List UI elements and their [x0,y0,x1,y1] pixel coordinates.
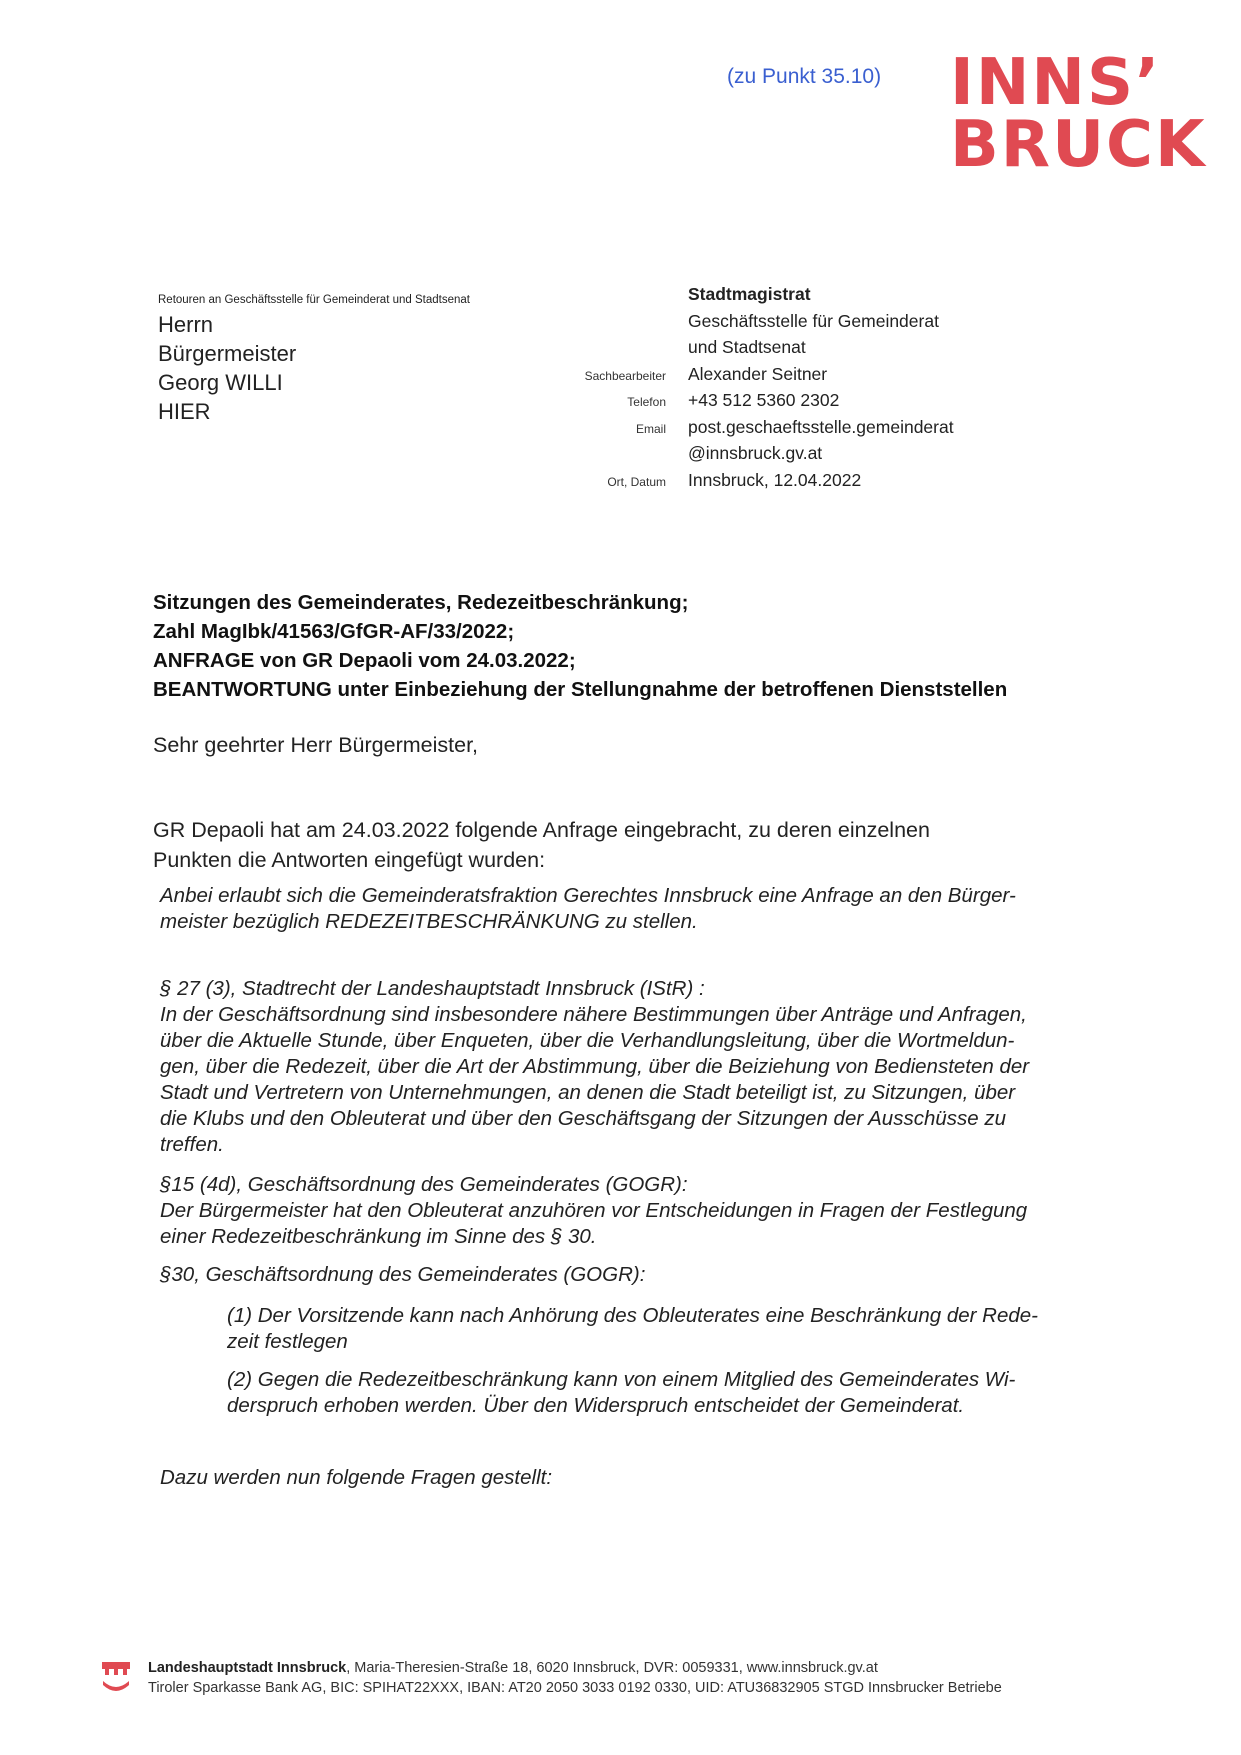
query-line: die Klubs und den Obleuterat und über den Geschäftsgang der Sitzungen der Ausschüsse zu [160,1107,1006,1130]
query-line: §30, Geschäftsordnung des Gemeinderates (GOGR): [160,1263,646,1286]
recipient-salutation: Herrn [158,312,214,337]
query-line: Dazu werden nun folgende Fragen gestellt: [160,1466,553,1489]
logo-line-1: INNS’ [950,46,1162,120]
clerk-name: Alexander Seitner [688,363,828,384]
email-label: Email [635,421,666,436]
phone-number: +43 512 5360 2302 [688,390,840,410]
sender-dept-2: und Stadtsenat [688,337,806,357]
footer [100,1658,1200,1698]
intro-line-1: GR Depaoli hat am 24.03.2022 folgende Anfrage eingebracht, zu deren einzelnen [153,818,930,842]
recipient-title: Bürgermeister [158,341,297,366]
sender-block [520,284,1040,496]
query-paragraph-2 [160,976,1130,1158]
query-paragraph-4 [160,1262,1130,1288]
intro-line-2: Punkten die Antworten eingefügt wurden: [153,848,546,872]
query-line: derspruch erhoben werden. Über den Widerspruch entscheidet der Gemeinderat. [227,1394,965,1417]
query-line: über die Aktuelle Stunde, über Enqueten, über die Verhandlungsleitung, über die Wortmeldun- [160,1029,1015,1052]
recipient-name: Georg WILLI [158,370,283,395]
query-line: gen, über die Redezeit, über die Art der Abstimmung, über die Beiziehung von Bediensteten der [160,1055,1030,1078]
footer-address: , Maria-Theresien-Straße 18, 6020 Innsbruck, DVR: 0059331, www.innsbruck.gv.at [346,1660,878,1676]
subject-line-1: Sitzungen des Gemeinderates, Redezeitbeschränkung; [153,591,689,614]
recipient-block [158,310,296,426]
query-paragraph-7 [160,1465,1130,1491]
query-line: §15 (4d), Geschäftsordnung des Gemeinderates (GOGR): [160,1173,688,1196]
query-line: (2) Gegen die Redezeitbeschränkung kann von einem Mitglied des Gemeinderates Wi- [227,1368,1016,1391]
query-paragraph-5 [227,1303,1137,1355]
place-date: Innsbruck, 12.04.2022 [688,469,862,490]
query-line: Stadt und Vertretern von Unternehmungen, an denen die Stadt beteiligt ist, zu Sitzungen, über [160,1081,1016,1104]
phone-label: Telefon [627,395,666,409]
greeting: Sehr geehrter Herr Bürgermeister, [153,733,479,757]
innsbruck-logo [950,46,1207,182]
sender-org: Stadtmagistrat [688,284,811,304]
subject-line-3: ANFRAGE von GR Depaoli vom 24.03.2022; [153,649,576,672]
query-line: (1) Der Vorsitzende kann nach Anhörung des Obleuterates eine Beschränkung der Rede- [227,1304,1038,1327]
email-line-1: post.geschaeftsstelle.gemeinderat [688,416,954,437]
clerk-label: Sachbearbeiter [584,368,666,383]
subject-line-4: BEANTWORTUNG unter Einbeziehung der Stellungnahme der betroffenen Dienststellen [153,678,1008,701]
subject-line-2: Zahl MagIbk/41563/GfGR-AF/33/2022; [153,620,515,643]
date-label: Ort, Datum [607,474,666,489]
query-line: treffen. [160,1133,224,1156]
query-line: Der Bürgermeister hat den Obleuterat anzuhören vor Entscheidungen in Fragen der Festlegung [160,1199,1028,1222]
email-line-2: @innsbruck.gv.at [688,443,823,463]
recipient-location: HIER [158,399,211,424]
sender-dept-1: Geschäftsstelle für Gemeinderat [688,310,939,331]
city-crest-icon [100,1659,132,1697]
query-paragraph-1 [160,883,1130,935]
reference-note: (zu Punkt 35.10) [727,65,882,88]
query-line: zeit festlegen [227,1330,348,1353]
footer-city: Landeshauptstadt Innsbruck [148,1660,347,1676]
logo-line-2: BRUCK [950,108,1207,182]
return-address: Retouren an Geschäftsstelle für Gemeinderat und Stadtsenat [158,294,470,306]
query-line: In der Geschäftsordnung sind insbesondere nähere Bestimmungen über Anträge und Anfragen, [160,1003,1027,1026]
query-line: § 27 (3), Stadtrecht der Landeshauptstadt Innsbruck (IStR) : [160,977,705,1000]
intro-paragraph [153,815,1033,875]
query-line: einer Redezeitbeschränkung im Sinne des § 30. [160,1225,597,1248]
query-line: Anbei erlaubt sich die Gemeinderatsfraktion Gerechtes Innsbruck eine Anfrage an den Bürger- [160,884,1016,907]
footer-bank: Tiroler Sparkasse Bank AG, BIC: SPIHAT22XXX, IBAN: AT20 2050 3033 0192 0330, UID: ATU36832905 STGD Innsbrucker Betriebe [148,1680,1002,1696]
query-line: meister bezüglich REDEZEITBESCHRÄNKUNG zu stellen. [160,910,698,933]
subject-block [153,588,1007,704]
query-paragraph-3 [160,1172,1130,1250]
query-paragraph-6 [227,1367,1137,1419]
